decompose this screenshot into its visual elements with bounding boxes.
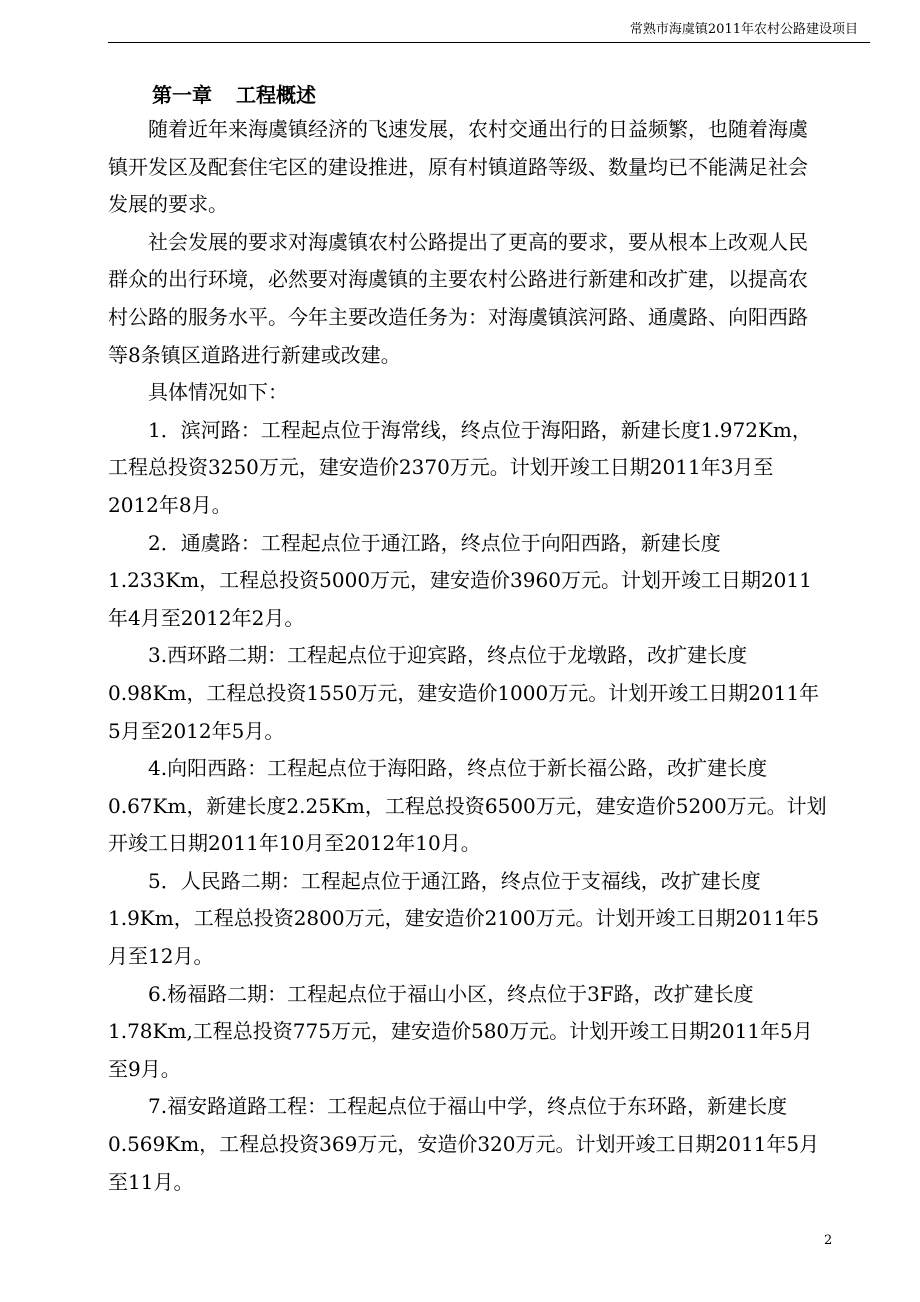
text-line: 1．滨河路：工程起点位于海常线，终点位于海阳路，新建长度1.972Km， <box>148 417 812 442</box>
paragraph <box>108 976 870 1089</box>
text-line: 0.67Km，新建长度2.25Km，工程总投资6500万元，建安造价5200万元。计划 <box>108 793 827 818</box>
text-line: 0.98Km，工程总投资1550万元，建安造价1000万元。计划开竣工日期2011年 <box>108 680 820 705</box>
text-line: 开竣工日期2011年10月至2012年10月。 <box>108 831 481 856</box>
paragraph <box>108 111 870 224</box>
text-line: 发展的要求。 <box>108 192 228 217</box>
text-line: 6.杨福路二期：工程起点位于福山小区，终点位于3F路，改扩建长度 <box>148 981 754 1006</box>
document-body <box>108 111 870 1201</box>
text-line: 1.78Km,工程总投资775万元，建安造价580万元。计划开竣工日期2011年5月 <box>108 1019 813 1044</box>
text-line: 2012年8月。 <box>108 492 232 517</box>
chapter-number: 第一章 <box>152 83 212 107</box>
paragraph <box>108 1088 870 1201</box>
text-line: 至11月。 <box>108 1169 194 1194</box>
text-line: 村公路的服务水平。今年主要改造任务为：对海虞镇滨河路、通虞路、向阳西路 <box>108 304 808 329</box>
text-line: 7.福安路道路工程：工程起点位于福山中学，终点位于东环路，新建长度 <box>148 1094 788 1119</box>
paragraph <box>108 412 870 525</box>
text-line: 0.569Km，工程总投资369万元，安造价320万元。计划开竣工日期2011年5月 <box>108 1132 820 1157</box>
page-number: 2 <box>824 1233 833 1248</box>
paragraph <box>108 750 870 863</box>
text-line: 年4月至2012年2月。 <box>108 605 305 630</box>
text-line: 3.西环路二期：工程起点位于迎宾路，终点位于龙墩路，改扩建长度 <box>148 643 748 668</box>
paragraph <box>108 374 870 412</box>
text-line: 1.233Km，工程总投资5000万元，建安造价3960万元。计划开竣工日期2011 <box>108 568 812 593</box>
text-line: 随着近年来海虞镇经济的飞速发展，农村交通出行的日益频繁，也随着海虞 <box>148 117 808 141</box>
text-line: 月至12月。 <box>108 944 214 969</box>
text-line: 社会发展的要求对海虞镇农村公路提出了更高的要求，要从根本上改观人民 <box>148 229 808 254</box>
text-line: 2．通虞路：工程起点位于通江路，终点位于向阳西路，新建长度 <box>148 530 721 555</box>
paragraph <box>108 525 870 638</box>
chapter-heading <box>152 80 316 110</box>
paragraph <box>108 224 870 374</box>
text-line: 5．人民路二期：工程起点位于通江路，终点位于支福线，改扩建长度 <box>148 868 761 893</box>
text-line: 具体情况如下： <box>148 380 288 405</box>
chapter-title: 工程概述 <box>236 83 316 107</box>
text-line: 工程总投资3250万元，建安造价2370万元。计划开竣工日期2011年3月至 <box>108 455 774 480</box>
running-header: 常熟市海虞镇2011年农村公路建设项目 <box>629 22 858 37</box>
text-line: 等8条镇区道路进行新建或改建。 <box>108 342 401 367</box>
text-line: 5月至2012年5月。 <box>108 718 285 743</box>
text-line: 4.向阳西路：工程起点位于海阳路，终点位于新长福公路，改扩建长度 <box>148 756 768 781</box>
paragraph <box>108 863 870 976</box>
text-line: 1.9Km，工程总投资2800万元，建安造价2100万元。计划开竣工日期2011年5 <box>108 906 820 931</box>
paragraph <box>108 637 870 750</box>
header-divider <box>108 42 870 43</box>
text-line: 镇开发区及配套住宅区的建设推进，原有村镇道路等级、数量均已不能满足社会 <box>108 154 808 179</box>
text-line: 至9月。 <box>108 1056 181 1081</box>
text-line: 群众的出行环境，必然要对海虞镇的主要农村公路进行新建和改扩建，以提高农 <box>108 267 808 292</box>
